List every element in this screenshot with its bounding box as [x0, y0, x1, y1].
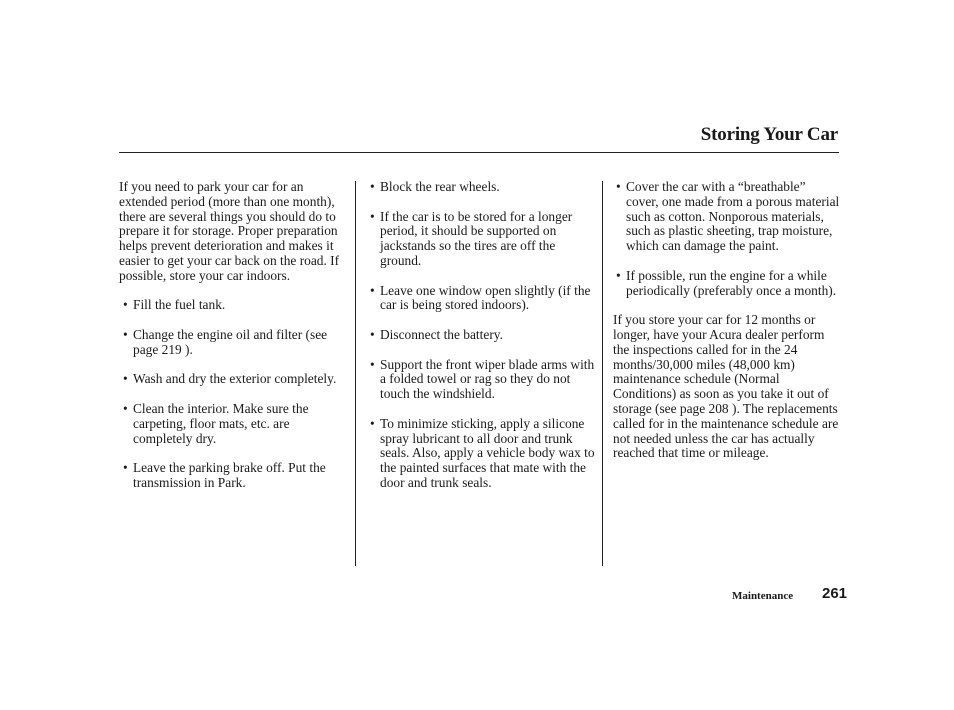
title-rule — [119, 152, 839, 153]
list-item: • Support the front wiper blade arms with a folded towel or rag so they do not touch the windshield. — [370, 356, 595, 402]
page-number: 261 — [822, 585, 848, 602]
column-1 — [119, 180, 344, 506]
intro-paragraph: If you need to park your car for an extended period (more than one month), there are several things you should do to prepare it for storage. Proper preparation helps prevent deterioration and makes it easier to get your car back on the road. If possible, store your car indoors. — [119, 179, 340, 283]
list-item: • Leave the parking brake off. Put the transmission in Park. — [123, 460, 326, 490]
list-item: • If possible, run the engine for a while periodically (preferably once a month). — [616, 267, 837, 298]
list-item: • Clean the interior. Make sure the carpeting, floor mats, etc. are completely dry. — [123, 400, 309, 446]
list-item: • Block the rear wheels. — [370, 179, 500, 194]
list-item: • Disconnect the battery. — [370, 326, 503, 342]
bullet-icon: • — [123, 460, 128, 476]
bullet-icon: • — [123, 297, 128, 313]
bullet-icon: • — [123, 400, 128, 416]
list-item: • If the car is to be stored for a longer period, it should be supported on jackstands so the tires are off the ground. — [370, 208, 573, 268]
column-2 — [370, 180, 595, 506]
bullet-icon: • — [123, 326, 128, 342]
bullet-icon: • — [370, 326, 375, 342]
list-item: • To minimize sticking, apply a silicone spray lubricant to all door and trunk seals. Also, apply a vehicle body wax to the painted surfaces that mate with the door and trunk seals. — [370, 415, 595, 490]
bullet-list — [616, 180, 840, 298]
footer-section-label: Maintenance — [732, 590, 794, 602]
column-divider — [602, 181, 603, 566]
column-3 — [613, 179, 840, 476]
bullet-icon: • — [370, 208, 375, 224]
bullet-list — [370, 180, 595, 491]
list-item: • Leave one window open slightly (if the car is being stored indoors). — [370, 282, 591, 313]
bullet-list — [123, 298, 344, 490]
bullet-icon: • — [370, 282, 375, 298]
column-divider — [355, 181, 356, 566]
bullet-icon: • — [370, 179, 375, 194]
page-title: Storing Your Car — [700, 124, 838, 145]
list-item: • Wash and dry the exterior completely. — [123, 371, 337, 387]
list-item: • Cover the car with a “breathable” cover, one made from a porous material such as cotton. Nonporous materials, such as plastic sheeting, trap moisture, which can damage the paint. — [616, 179, 840, 254]
list-item: • Change the engine oil and filter (see page 219 ). — [123, 326, 328, 357]
bullet-icon: • — [370, 356, 375, 372]
bullet-icon: • — [616, 267, 621, 283]
closing-paragraph: If you store your car for 12 months or longer, have your Acura dealer perform the inspections called for in the 24 months/30,000 miles (48,000 km) maintenance schedule (Normal Conditions) as soon as you take it out of storage (see page 208 ). The replacements called for in the maintenance schedule are not needed unless the car has actually reached that time or mileage. — [613, 312, 839, 461]
bullet-icon: • — [616, 179, 621, 194]
bullet-icon: • — [370, 415, 375, 431]
bullet-icon: • — [123, 371, 128, 387]
list-item: • Fill the fuel tank. — [123, 297, 226, 313]
